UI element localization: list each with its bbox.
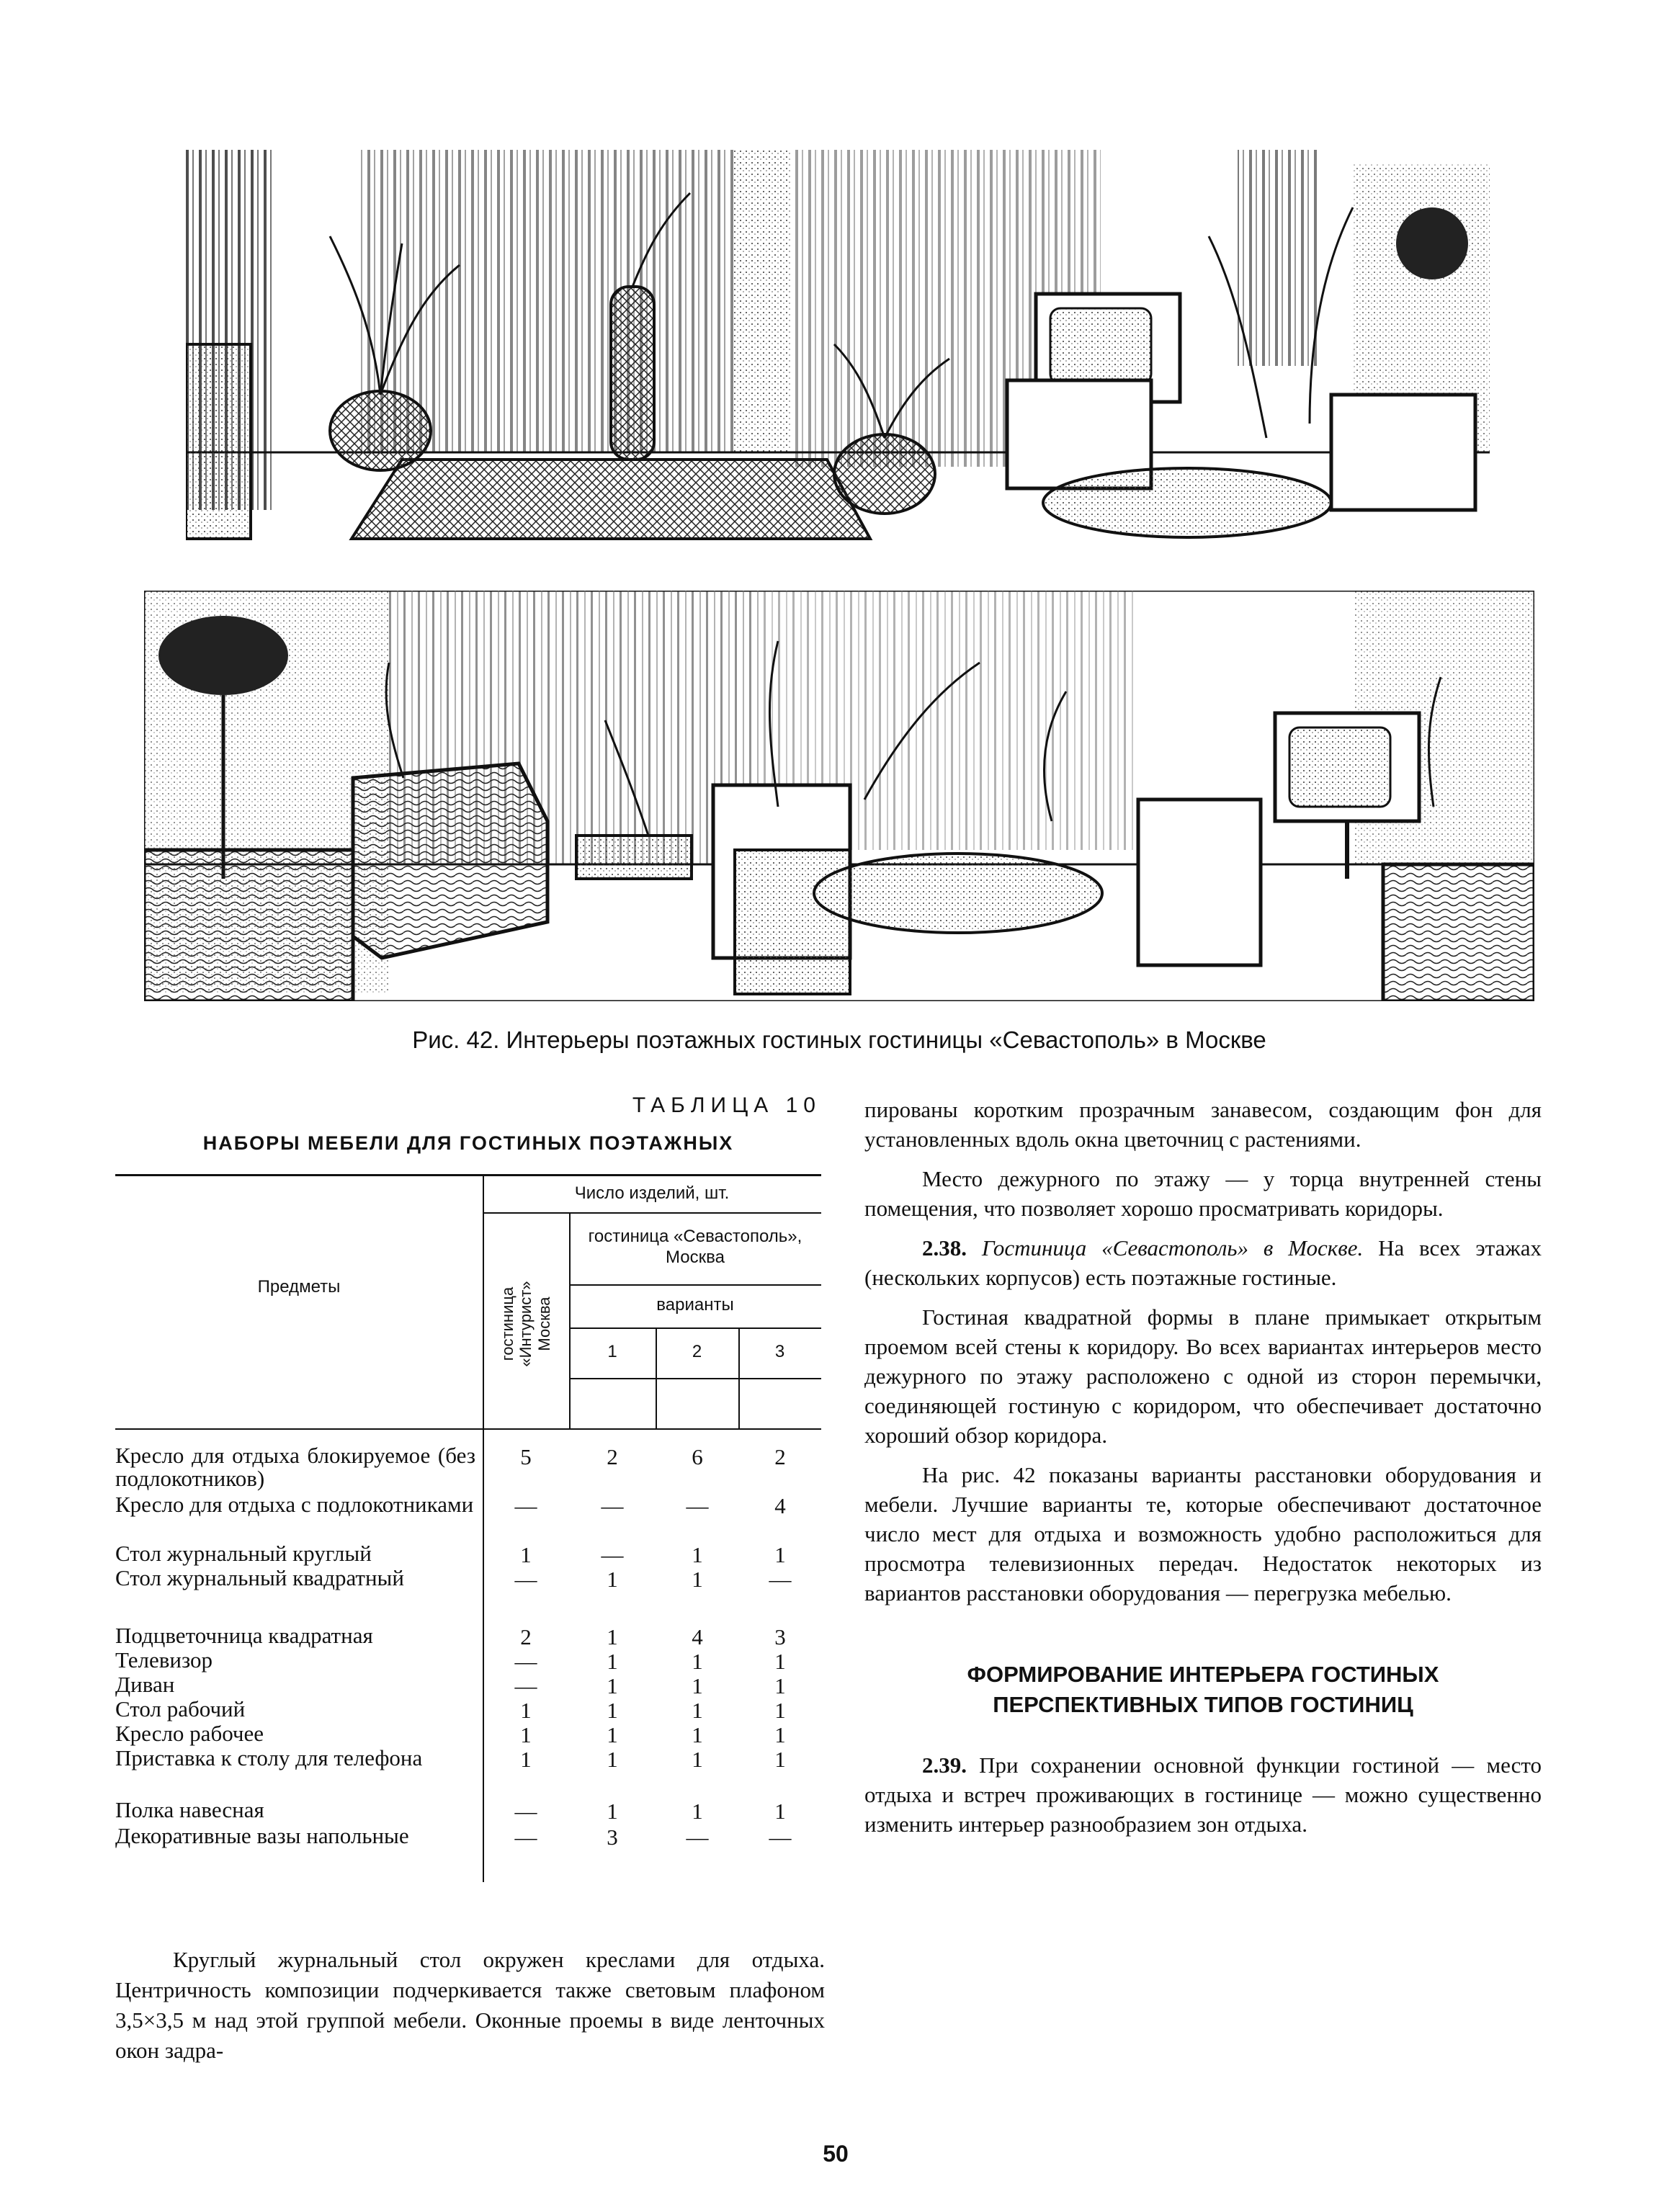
variant-label-2: 2 <box>692 1342 702 1361</box>
lounge-illustration-bottom <box>144 591 1534 1001</box>
section-text: При сохранении основной функции гостиной — место отдыха и встреч проживающих в гостинице — можно существенно изменить интерьер разнообразием зон отдыха. <box>864 1752 1542 1837</box>
cell-v2: 1 <box>692 1698 703 1723</box>
table-label: ТАБЛИЦА 10 <box>632 1093 821 1117</box>
lounge-sketch-top <box>186 150 1490 542</box>
table-row-item: Стол журнальный круглый <box>115 1541 372 1566</box>
cell-v1: 1 <box>607 1624 618 1649</box>
table-divider <box>483 1176 484 1882</box>
table-row-item: Полка навесная <box>115 1797 264 1822</box>
table-row-item: Кресло рабочее <box>115 1721 264 1746</box>
cell-v3: 1 <box>774 1698 786 1723</box>
cell-v1: 1 <box>607 1747 618 1772</box>
table-row-item: Диван <box>115 1672 175 1697</box>
cell-v3: 2 <box>774 1444 786 1469</box>
cell-v2: 1 <box>692 1747 703 1772</box>
header-sevastopol: гостиница «Севастополь», Москва <box>588 1227 802 1267</box>
cell-v2: — <box>686 1493 709 1518</box>
cell-intourist: — <box>514 1567 537 1592</box>
cell-intourist: — <box>514 1649 537 1674</box>
table-title: НАБОРЫ МЕБЕЛИ ДЛЯ ГОСТИНЫХ ПОЭТАЖНЫХ <box>202 1132 734 1154</box>
cell-v1: 1 <box>607 1722 618 1747</box>
paragraph-2-39 <box>864 1750 1542 1839</box>
section-text: На всех этажах (нескольких корпусов) есть поэтажные гостиные. <box>864 1235 1542 1290</box>
cell-v1: 1 <box>607 1567 618 1592</box>
cell-v1: 1 <box>607 1649 618 1674</box>
cell-v3: 1 <box>774 1542 786 1567</box>
table-row-item: Кресло для отдыха блокируемое (без подлокотников) <box>115 1443 475 1491</box>
cell-intourist: 1 <box>520 1747 532 1772</box>
table-row-item: Телевизор <box>115 1647 213 1673</box>
table-row-item: Стол журнальный квадратный <box>115 1565 404 1590</box>
cell-intourist: 1 <box>520 1722 532 1747</box>
table-row-item: Подцветочница квадратная <box>115 1623 373 1648</box>
cell-v3: — <box>769 1824 792 1850</box>
section-title: Гостиница «Севастополь» в Москве. <box>981 1235 1364 1261</box>
right-column <box>864 1095 1542 1849</box>
furniture-table <box>115 1174 821 1882</box>
page-number: 50 <box>823 2141 849 2167</box>
cell-v2: 1 <box>692 1567 703 1592</box>
variant-label-1: 1 <box>607 1342 617 1361</box>
table-row-item: Кресло для отдыха с подлокотниками <box>115 1492 474 1517</box>
header-variants: варианты <box>656 1295 734 1315</box>
paragraph-duty-place: Место дежурного по этажу — у торца внутренней стены помещения, что позволяет хорошо просматривать коридоры. <box>864 1166 1542 1221</box>
cell-v2: 6 <box>692 1444 703 1469</box>
cell-v1: — <box>601 1542 624 1567</box>
cell-intourist: 1 <box>520 1542 532 1567</box>
paragraph-continuation: пированы коротким прозрачным занавесом, создающим фон для установленных вдоль окна цветочниц с растениями. <box>864 1097 1542 1152</box>
lounge-illustration-top <box>186 150 1490 542</box>
header-intourist: гостиница «Интурист» Москва <box>498 1281 553 1367</box>
cell-v2: 1 <box>692 1673 703 1698</box>
cell-v3: 3 <box>774 1624 786 1649</box>
cell-v1: — <box>601 1493 624 1518</box>
cell-v2: — <box>686 1824 709 1850</box>
table-rule <box>569 1378 821 1379</box>
left-paragraph: Круглый журнальный стол окружен креслами для отдыха. Центричность композиции подчеркивается также световым плафоном 3,5×3,5 м над этой группой мебели. Оконные проемы в виде ленточных окон задра- <box>115 1947 825 2063</box>
cell-intourist: 1 <box>520 1698 532 1723</box>
cell-v2: 1 <box>692 1799 703 1824</box>
cell-intourist: — <box>514 1673 537 1698</box>
cell-v2: 1 <box>692 1649 703 1674</box>
table-rule <box>569 1284 821 1286</box>
cell-intourist: — <box>514 1493 537 1518</box>
table-row-item: Декоративные вазы напольные <box>115 1823 409 1848</box>
cell-v3: 4 <box>774 1493 786 1518</box>
cell-v1: 2 <box>607 1444 618 1469</box>
table-row-item: Приставка к столу для телефона <box>115 1745 423 1770</box>
section-number: 2.38. <box>922 1235 967 1261</box>
table-header-rule <box>115 1428 821 1430</box>
header-items: Предметы <box>257 1277 341 1297</box>
figure-caption: Рис. 42. Интерьеры поэтажных гостиных гостиницы «Севастополь» в Москве <box>412 1026 1266 1053</box>
cell-intourist: — <box>514 1824 537 1850</box>
cell-v3: — <box>769 1567 792 1592</box>
section-heading: ФОРМИРОВАНИЕ ИНТЕРЬЕРА ГОСТИНЫХ ПЕРСПЕКТИВНЫХ ТИПОВ ГОСТИНИЦ <box>967 1662 1439 1717</box>
table-rule <box>569 1327 821 1329</box>
cell-v3: 1 <box>774 1673 786 1698</box>
cell-v3: 1 <box>774 1722 786 1747</box>
cell-intourist: 5 <box>520 1444 532 1469</box>
cell-intourist: — <box>514 1799 537 1824</box>
cell-v1: 3 <box>607 1824 618 1850</box>
table-row-item: Стол рабочий <box>115 1696 246 1721</box>
paragraph-2-38 <box>864 1233 1542 1292</box>
cell-v2: 1 <box>692 1722 703 1747</box>
cell-v3: 1 <box>774 1747 786 1772</box>
variant-label-3: 3 <box>774 1342 785 1361</box>
cell-intourist: 2 <box>520 1624 532 1649</box>
table-rule <box>483 1212 821 1214</box>
section-number: 2.39. <box>922 1752 967 1778</box>
cell-v1: 1 <box>607 1698 618 1723</box>
cell-v3: 1 <box>774 1649 786 1674</box>
header-count: Число изделий, шт. <box>574 1183 730 1203</box>
paragraph-square-lounge: Гостиная квадратной формы в плане примыкает открытым проемом всей стены к коридору. Во всех вариантах интерьеров место дежурного по этажу расположено с одной из сторон перемычки, соединяющей гостиную с коридором, что обеспечивает достаточно хороший обзор коридора. <box>864 1304 1542 1448</box>
cell-v2: 4 <box>692 1624 703 1649</box>
cell-v1: 1 <box>607 1673 618 1698</box>
cell-v3: 1 <box>774 1799 786 1824</box>
table-divider <box>569 1212 571 1428</box>
cell-v2: 1 <box>692 1542 703 1567</box>
paragraph-fig-42: На рис. 42 показаны варианты расстановки оборудования и мебели. Лучшие варианты те, которые обеспечивают достаточное число мест для отдыха и возможность удобно расположиться для просмотра телевизионных передач. Недостаток некоторых из вариантов расстановки оборудования — перегрузка мебелью. <box>864 1462 1542 1606</box>
cell-v1: 1 <box>607 1799 618 1824</box>
lounge-sketch-bottom <box>144 591 1534 1001</box>
